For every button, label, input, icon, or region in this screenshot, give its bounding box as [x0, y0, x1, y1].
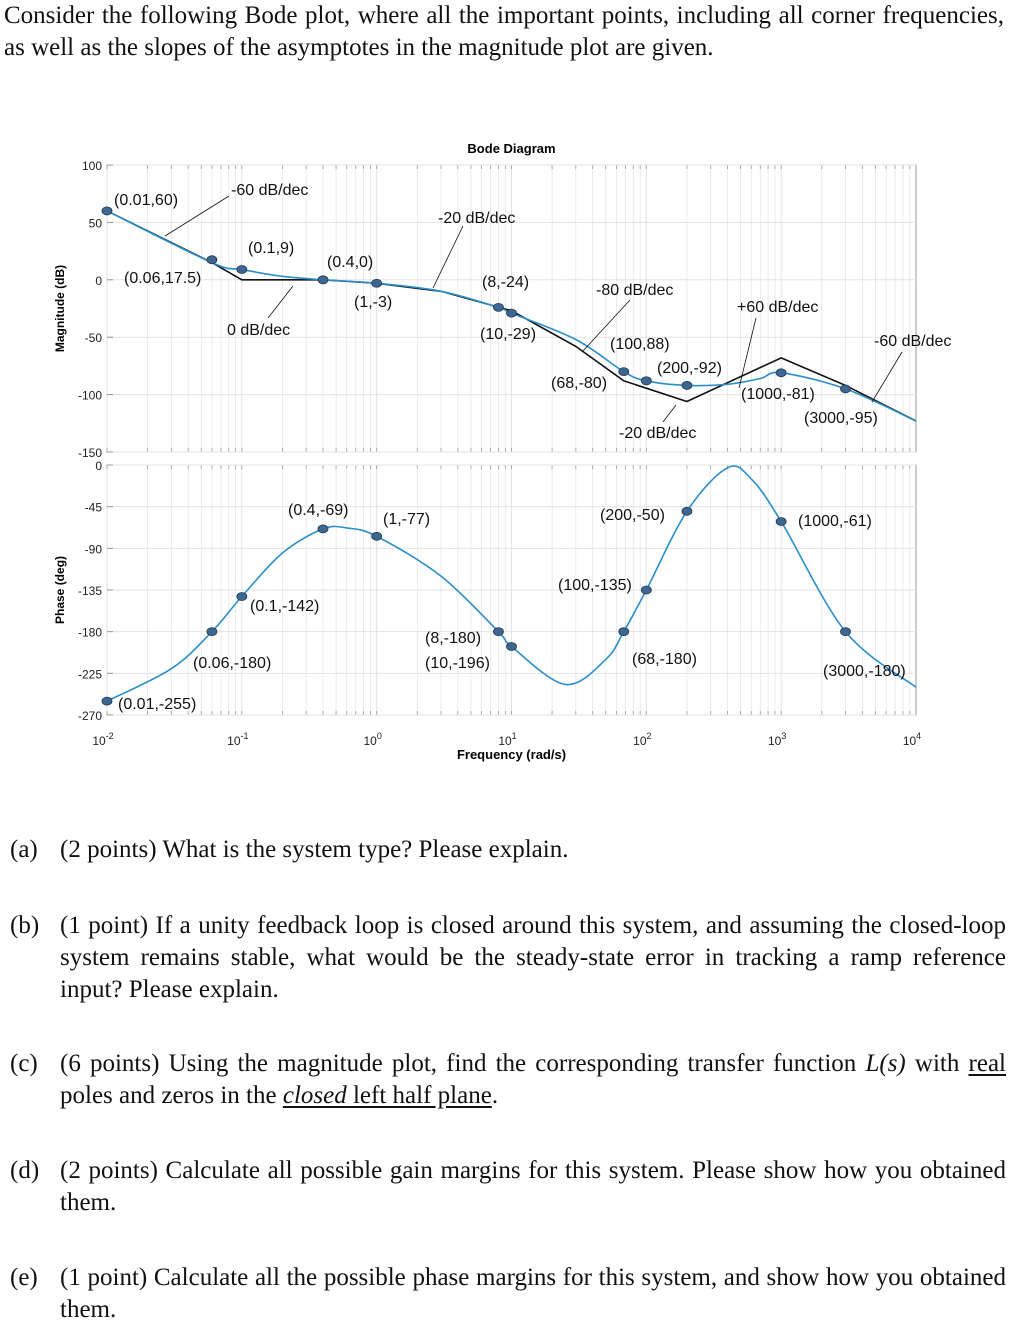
phase-ytick-label: -90 — [84, 542, 102, 557]
phase-point — [840, 628, 850, 636]
magnitude-ytick-label: -150 — [77, 446, 102, 460]
phase-point-label: (3000,-180) — [823, 663, 906, 680]
magnitude-point-label: (1000,-81) — [741, 386, 815, 403]
magnitude-point-label: (0.01,60) — [114, 192, 179, 209]
question-c-closed: closed — [282, 1082, 347, 1109]
x-axis-label: Frequency (rad/s) — [456, 747, 567, 762]
question-c-mid2: poles and zeros in the — [60, 1082, 283, 1109]
phase-ytick-label: -270 — [77, 709, 102, 723]
magnitude-ytick-label: -50 — [84, 331, 102, 346]
magnitude-point — [776, 369, 786, 377]
question-d-text: (2 points) Calculate all possible gain margins for this system. Please show how you obtained them. — [60, 1157, 1006, 1216]
x-tick-label: $10^{-2}$ — [92, 731, 114, 748]
magnitude-point-label: (100,88) — [610, 336, 670, 353]
magnitude-ytick-label: 50 — [88, 216, 102, 231]
phase-point-label: (10,-196) — [425, 655, 490, 672]
x-tick-label: $10^3$ — [767, 731, 787, 748]
phase-point — [318, 525, 328, 533]
question-b-label: (b) — [10, 912, 40, 939]
x-tick-label: $10^{-1}$ — [227, 731, 249, 748]
slope-label: -60 dB/dec — [231, 182, 309, 199]
magnitude-point-label: (0.06,17.5) — [124, 270, 202, 287]
slope-label: -20 dB/dec — [438, 210, 516, 227]
question-c-lhp: left half plane — [346, 1082, 492, 1109]
phase-point — [682, 507, 692, 515]
slope-label: -60 dB/dec — [874, 333, 952, 350]
magnitude-point — [507, 309, 517, 317]
question-b-text: (1 point) If a unity feedback loop is closed around this system, and assuming the closed-loop system remains stable, what would be the steady-state error in tracking a ramp reference input? Please explain. — [60, 912, 1006, 1003]
slope-label: -20 dB/dec — [619, 425, 697, 442]
question-e — [10, 1262, 1006, 1326]
magnitude-point-label: (3000,-95) — [804, 410, 878, 427]
question-a-text: (2 points) What is the system type? Please explain. — [60, 836, 569, 863]
phase-point-label: (1000,-61) — [798, 513, 872, 530]
magnitude-point — [493, 303, 503, 311]
phase-point — [237, 592, 247, 600]
x-tick-label: $10^4$ — [902, 731, 922, 748]
bode-diagram — [0, 130, 1016, 770]
magnitude-point-label: (8,-24) — [482, 274, 530, 291]
question-c-closed-lhp — [283, 1082, 492, 1109]
question-c-real: real — [968, 1050, 1006, 1077]
magnitude-point-label: (200,-92) — [657, 360, 722, 377]
phase-point-label: (0.1,-142) — [250, 598, 320, 615]
magnitude-point-label: (68,-80) — [551, 375, 608, 392]
question-c-function: L(s) — [865, 1050, 906, 1077]
slope-label: +60 dB/dec — [737, 299, 819, 316]
phase-point-label: (8,-180) — [425, 630, 482, 647]
phase-point — [493, 628, 503, 636]
phase-point-label: (100,-135) — [558, 577, 632, 594]
phase-axis-label: Phase (deg) — [53, 555, 67, 625]
question-e-text: (1 point) Calculate all the possible phase margins for this system, and show how you obtained them. — [60, 1264, 1006, 1323]
magnitude-point — [237, 265, 247, 273]
magnitude-point-label: (0.1,9) — [248, 240, 295, 257]
magnitude-point-label: (1,-3) — [354, 294, 393, 311]
magnitude-point — [207, 256, 217, 264]
chart-title: Bode Diagram — [467, 141, 556, 156]
intro-text: Consider the following Bode plot, where all the important points, including all corner frequencies, as well as the slopes of the asymptotes in the magnitude plot are given. — [4, 2, 1004, 61]
question-c-pre: (6 points) Using the magnitude plot, find the corresponding transfer function — [60, 1050, 866, 1077]
x-tick-label: $10^2$ — [633, 731, 652, 748]
phase-point — [372, 532, 382, 540]
magnitude-point — [619, 368, 629, 376]
phase-point-label: (0.4,-69) — [288, 502, 349, 519]
magnitude-ytick-label: 100 — [81, 159, 102, 173]
question-d-label: (d) — [10, 1157, 40, 1184]
phase-ytick-label: -180 — [77, 625, 102, 640]
phase-point — [507, 642, 517, 650]
magnitude-point-label: (10,-29) — [480, 326, 537, 343]
phase-point-label: (68,-180) — [632, 651, 697, 668]
slope-label: 0 dB/dec — [227, 322, 291, 339]
magnitude-ytick-label: -100 — [77, 388, 102, 403]
x-tick-label: $10^0$ — [363, 731, 382, 748]
magnitude-point — [840, 385, 850, 393]
question-c-end: . — [491, 1082, 499, 1109]
phase-point-label: (0.01,-255) — [118, 696, 197, 713]
x-tick-label: $10^1$ — [498, 731, 517, 748]
magnitude-point-label: (0.4,0) — [327, 254, 374, 271]
question-c-mid1: with — [905, 1050, 969, 1077]
phase-ytick-label: 0 — [95, 459, 102, 473]
magnitude-point — [318, 276, 328, 284]
phase-ytick-label: -45 — [84, 500, 102, 515]
question-b — [10, 910, 1006, 1006]
phase-point-label: (0.06,-180) — [193, 655, 272, 672]
question-a-label: (a) — [10, 836, 38, 863]
magnitude-ytick-label: 0 — [95, 273, 102, 288]
slope-label: -80 dB/dec — [596, 282, 674, 299]
question-e-label: (e) — [10, 1264, 38, 1291]
phase-ytick-label: -135 — [77, 584, 102, 598]
magnitude-point — [641, 377, 651, 385]
phase-point-label: (1,-77) — [383, 511, 431, 528]
question-c — [10, 1048, 1006, 1112]
question-c-text — [60, 1048, 1006, 1112]
phase-point — [641, 586, 651, 594]
phase-point — [102, 697, 112, 705]
question-c-label: (c) — [10, 1050, 38, 1077]
phase-point — [207, 628, 217, 636]
phase-ytick-label: -225 — [77, 667, 102, 682]
phase-point — [776, 517, 786, 525]
phase-point-label: (200,-50) — [600, 507, 665, 524]
magnitude-point — [102, 207, 112, 215]
question-a — [10, 834, 1006, 866]
magnitude-point — [682, 381, 692, 389]
magnitude-axis-label: Magnitude (dB) — [53, 264, 67, 353]
phase-point — [619, 628, 629, 636]
question-d — [10, 1155, 1006, 1219]
magnitude-point — [372, 279, 382, 287]
